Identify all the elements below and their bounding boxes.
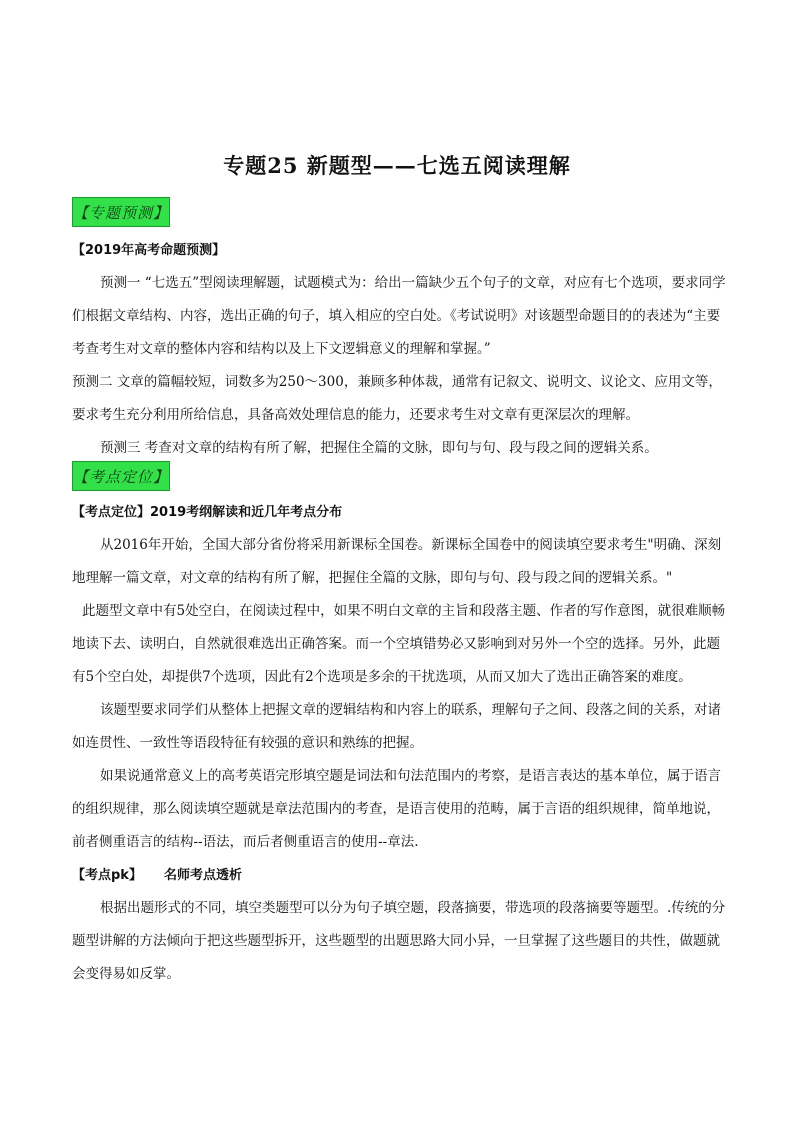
section-location [72, 496, 728, 991]
section-badge-forecast: 【专题预测】 [72, 197, 170, 227]
paragraph: 此题型文章中有5处空白，在阅读过程中，如果不明白文章的主旨和段落主题、作者的写作意图，就很难顺畅地读下去、读明白，自然就很难选出正确答案。而一个空填错势必又影响到对另外一个空的选择。另外，此题有5个空白处，却提供7个选项，因此有2个选项是多余的干扰选项，从而又加大了选出正确答案的难度。 [72, 603, 726, 685]
paragraph: 预测二 文章的篇幅较短，词数多为250～300，兼顾多种体裁，通常有记叙文、说明文、议论文、应用文等，要求考生充分利用所给信息，具备高效处理信息的能力，还要求考生对文章有更深层次的理解。 [72, 374, 722, 423]
analysis-label: 名师考点透析 [163, 868, 242, 883]
section-badge-location: 【考点定位】 [72, 461, 170, 491]
section-forecast [72, 234, 728, 465]
paragraph: 预测三 考查对文章的结构有所了解，把握住全篇的文脉，即句与句、段与段之间的逻辑关系。 [100, 440, 658, 456]
paragraph: 如果说通常意义上的高考英语完形填空题是词法和句法范围内的考察，是语言表达的基本单位，属于语言的组织规律，那么阅读填空题就是章法范围内的考查，是语言使用的范畴，属于言语的组织规律，简单地说，前者侧重语言的结构--语法，而后者侧重语言的使用--章法. [72, 768, 721, 850]
paragraph: 预测一 “七选五”型阅读理解题，试题模式为：给出一篇缺少五个句子的文章，对应有七个选项，要求同学们根据文章结构、内容，选出正确的句子，填入相应的空白处。《考试说明》对该题型命题目的的表述为“主要考查考生对文章的整体内容和结构以及上下文逻辑意义的理解和掌握。” [72, 275, 726, 357]
paragraph: 从2016年开始，全国大部分省份将采用新课标全国卷。新课标全国卷中的阅读填空要求考生"明确、深刻地理解一篇文章，对文章的结构有所了解，把握住全篇的文脉，即句与句、段与段之间的逻辑关系。" [72, 537, 722, 586]
paragraph: 该题型要求同学们从整体上把握文章的逻辑结构和内容上的联系，理解句子之间、段落之间的关系，对诸如连贯性、一致性等语段特征有较强的意识和熟练的把握。 [72, 702, 721, 751]
section-heading: 【考点定位】2019考纲解读和近几年考点分布 [72, 505, 343, 520]
section-subheading [72, 859, 728, 892]
pk-label: 【考点pk】 [72, 868, 142, 883]
section-heading: 【2019年高考命题预测】 [72, 243, 226, 258]
paragraph: 根据出题形式的不同，填空类题型可以分为句子填空题，段落摘要，带选项的段落摘要等题型。.传统的分题型讲解的方法倾向于把这些题型拆开，这些题型的出题思路大同小异，一旦掌握了这些题目的共性，做题就会变得易如反掌。 [72, 900, 726, 982]
page-title: 专题25 新题型——七选五阅读理解 [223, 153, 571, 178]
